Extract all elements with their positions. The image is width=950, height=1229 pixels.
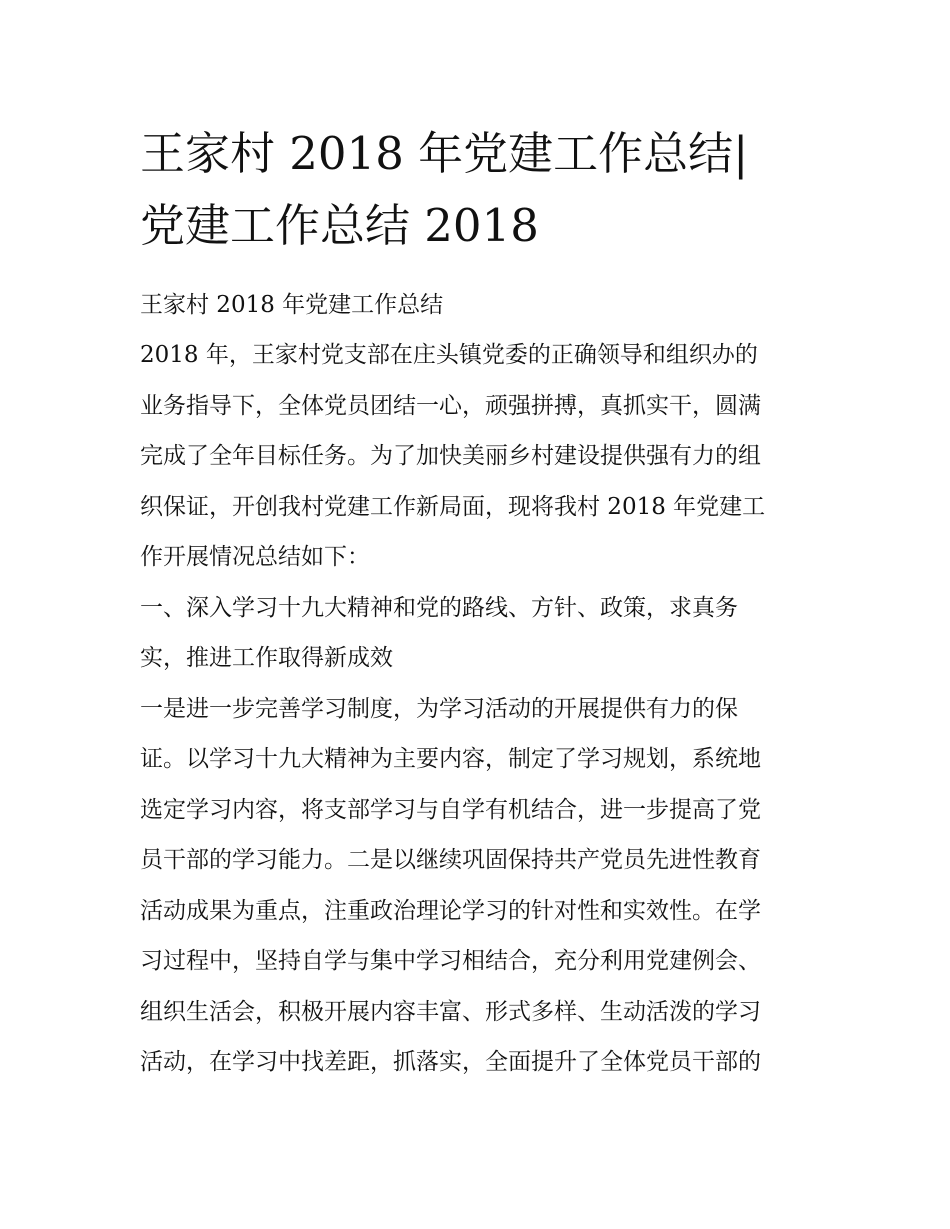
text-line: 选定学习内容，将支部学习与自学有机结合，进一步提高了党: [140, 796, 761, 823]
title-line-2: 党建工作总结 2018: [140, 199, 539, 252]
text-line: 完成了全年目标任务。为了加快美丽乡村建设提供强有力的组: [140, 443, 761, 469]
document-title: [140, 118, 830, 262]
title-line-1: 王家村 2018 年党建工作总结|: [140, 127, 749, 180]
paragraph-intro: [140, 330, 830, 583]
text-line: 习过程中，坚持自学与集中学习相结合，充分利用党建例会、: [140, 948, 761, 974]
paragraph-section-1: [140, 684, 830, 1088]
text-line: 活动，在学习中找差距，抓落实，全面提升了全体党员干部的: [140, 1049, 761, 1075]
text-line: 一是进一步完善学习制度，为学习活动的开展提供有力的保: [140, 695, 738, 722]
text-line: 实，推进工作取得新成效: [140, 645, 393, 671]
document-body: [140, 280, 830, 1088]
text-line: 业务指导下，全体党员团结一心，顽强拼搏，真抓实干，圆满: [140, 392, 761, 419]
text-line: 2018 年，王家村党支部在庄头镇党委的正确领导和组织办的: [140, 342, 758, 368]
section-heading-1: [140, 583, 830, 684]
text-line: 证。以学习十九大精神为主要内容，制定了学习规划，系统地: [140, 746, 761, 772]
text-line: 织保证，开创我村党建工作新局面，现将我村 2018 年党建工: [140, 493, 766, 520]
text-line: 作开展情况总结如下：: [140, 544, 370, 570]
text-line: 活动成果为重点，注重政治理论学习的针对性和实效性。在学: [140, 897, 761, 924]
document-subtitle: 王家村 2018 年党建工作总结: [140, 292, 444, 318]
text-line: 员干部的学习能力。二是以继续巩固保持共产党员先进性教育: [140, 847, 761, 873]
text-line: 一、深入学习十九大精神和党的路线、方针、政策，求真务: [140, 594, 738, 621]
text-line: 组织生活会，积极开展内容丰富、形式多样、生动活泼的学习: [140, 998, 761, 1025]
